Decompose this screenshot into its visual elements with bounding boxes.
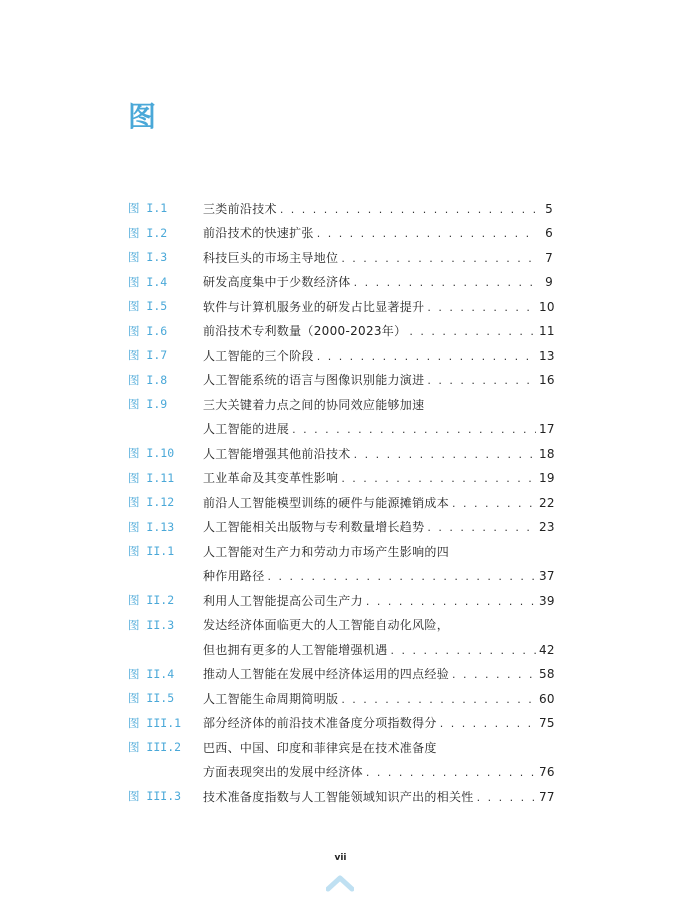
toc-entry-line [128,613,553,638]
page-ref: 17 [539,422,555,437]
figure-title: 推动人工智能在发展中经济体运用的四点经验 [203,667,450,682]
page-ref: 58 [539,667,555,682]
page-ref: 77 [539,789,555,804]
dot-leader [354,448,536,461]
figure-title: 技术准备度指数与人工智能领域知识产出的相关性 [203,789,474,804]
page-ref: 10 [539,299,555,314]
page-ref: 75 [539,716,555,731]
dot-leader [409,325,536,338]
figure-title: 科技巨头的市场主导地位 [203,250,339,265]
page-ref: 6 [545,226,553,241]
page-ref: 5 [545,201,553,216]
toc-entry[interactable] [128,294,553,319]
toc-entry[interactable] [128,515,553,540]
figure-title: 三类前沿技术 [203,201,277,216]
page-ref: 76 [539,765,555,780]
dot-leader [292,423,536,436]
dot-leader [317,350,536,363]
figure-title: 人工智能系统的语言与图像识别能力演进 [203,373,425,388]
toc-entry[interactable] [128,588,553,613]
dot-leader [341,252,536,265]
figure-title: 但也拥有更多的人工智能增强机遇 [203,642,388,657]
dot-leader [341,693,536,706]
page-ref: 7 [545,250,553,265]
page-number: vii [334,853,347,863]
toc-entry[interactable] [128,760,553,785]
figure-title: 部分经济体的前沿技术准备度分项指数得分 [203,716,437,731]
figure-label: 图 I.7 [128,348,168,363]
toc-entry[interactable] [128,417,553,442]
toc-entry[interactable] [128,490,553,515]
figure-label: 图 I.11 [128,470,175,485]
figure-title-line: 三大关键着力点之间的协同效应能够加速 [203,397,425,412]
toc-entry[interactable] [128,711,553,736]
figure-title: 人工智能的进展 [203,422,290,437]
toc-entry[interactable] [128,662,553,687]
dot-leader [440,717,536,730]
toc-entry[interactable] [128,343,553,368]
figure-title: 种作用路径 [203,569,265,584]
dot-leader [452,668,536,681]
page-ref: 42 [539,642,555,657]
figure-label: 图 II.3 [128,617,175,632]
toc-entry[interactable] [128,686,553,711]
page-ref: 23 [539,520,555,535]
dot-leader [452,497,536,510]
figure-label: 图 II.2 [128,593,175,608]
toc-entry-line [128,735,553,760]
figure-label: 图 I.8 [128,372,168,387]
figure-label: 图 I.13 [128,519,175,534]
page-ref: 13 [539,348,555,363]
figure-label: 图 II.4 [128,666,175,681]
figure-title: 人工智能生命周期简明版 [203,691,339,706]
figure-title: 人工智能相关出版物与专利数量增长趋势 [203,520,425,535]
dot-leader [366,766,536,779]
page-heading: 图 [128,100,159,133]
figure-title-line: 巴西、中国、印度和菲律宾是在技术准备度 [203,740,437,755]
figure-label: 图 III.2 [128,740,182,755]
page-ref: 19 [539,471,555,486]
dot-leader [427,521,536,534]
page-ref: 18 [539,446,555,461]
page-ref: 37 [539,569,555,584]
figure-label: 图 III.1 [128,715,182,730]
page-ref: 11 [539,324,555,339]
dot-leader [366,595,536,608]
figure-title-line: 发达经济体面临更大的人工智能自动化风险， [203,618,450,633]
toc-entry[interactable] [128,221,553,246]
figure-label: 图 I.12 [128,495,175,510]
page-ref: 22 [539,495,555,510]
dot-leader [477,791,536,804]
figure-label: 图 I.3 [128,250,168,265]
figure-title: 前沿人工智能模型训练的硬件与能源摊销成本 [203,495,450,510]
dot-leader [427,301,536,314]
figure-title: 研发高度集中于少数经济体 [203,275,351,290]
figure-title: 人工智能增强其他前沿技术 [203,446,351,461]
figure-title: 利用人工智能提高公司生产力 [203,593,363,608]
figure-label: 图 I.5 [128,299,168,314]
figure-label: 图 I.2 [128,225,168,240]
figure-title-line: 人工智能对生产力和劳动力市场产生影响的四 [203,544,450,559]
figure-title: 方面表现突出的发展中经济体 [203,765,363,780]
figure-label: 图 I.1 [128,201,168,216]
dot-leader [427,374,536,387]
dot-leader [391,644,536,657]
page-ref: 9 [545,275,553,290]
page-ref: 60 [539,691,555,706]
toc-entry[interactable] [128,466,553,491]
dot-leader [354,276,536,289]
dot-leader [268,570,536,583]
toc-entry[interactable] [128,784,553,809]
figure-label: 图 I.4 [128,274,168,289]
dot-leader [280,203,536,216]
figure-label: 图 II.1 [128,544,175,559]
toc-entry[interactable] [128,564,553,589]
figure-title: 人工智能的三个阶段 [203,348,314,363]
toc-entry[interactable] [128,270,553,295]
toc-entry[interactable] [128,245,553,270]
figure-title: 软件与计算机服务业的研发占比显著提升 [203,299,425,314]
chevron-up-icon [326,872,354,894]
figure-label: 图 I.6 [128,323,168,338]
figure-label: 图 I.10 [128,446,175,461]
toc-entry[interactable] [128,441,553,466]
figure-title: 工业革命及其变革性影响 [203,471,339,486]
figure-label: 图 I.9 [128,397,168,412]
dot-leader [341,472,536,485]
figure-list [128,196,553,809]
toc-entry[interactable] [128,368,553,393]
toc-entry[interactable] [128,196,553,221]
toc-entry-line [128,392,553,417]
page-ref: 39 [539,593,555,608]
figure-title: 前沿技术的快速扩张 [203,226,314,241]
figure-label: 图 II.5 [128,691,175,706]
toc-entry[interactable] [128,319,553,344]
page-ref: 16 [539,373,555,388]
dot-leader [317,227,536,240]
toc-entry[interactable] [128,637,553,662]
toc-entry-line [128,539,553,564]
figure-title: 前沿技术专利数量（2000-2023年） [203,324,407,339]
figure-label: 图 III.3 [128,789,182,804]
